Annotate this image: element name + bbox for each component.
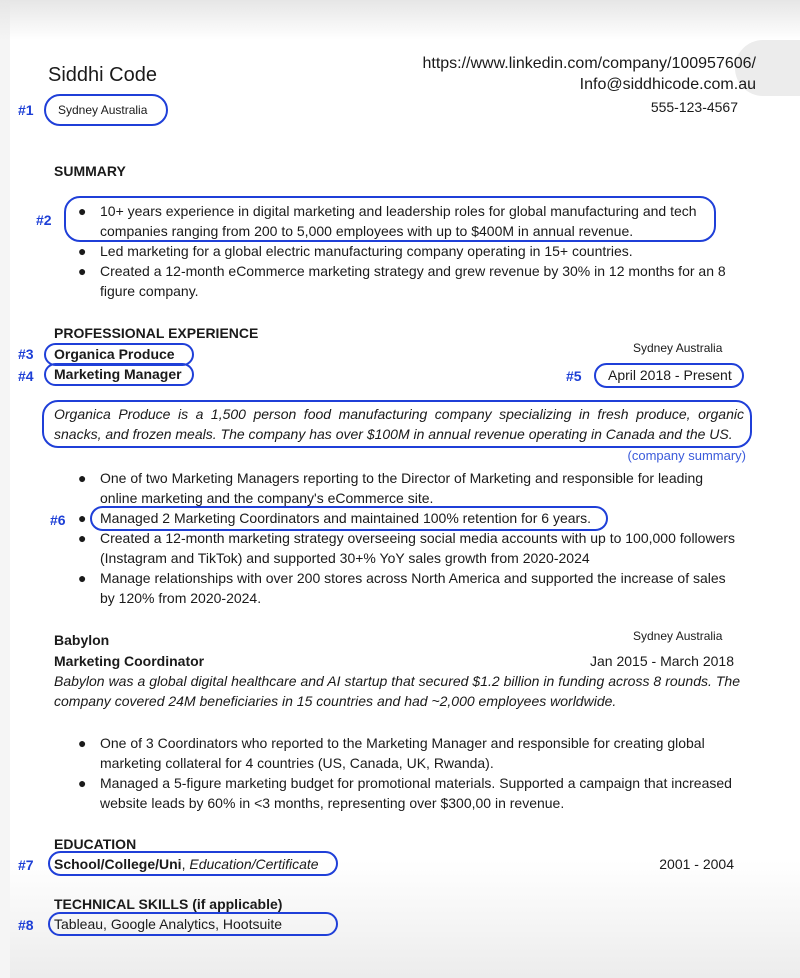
summary-heading: SUMMARY [54, 163, 126, 179]
phone-number: 555-123-4567 [650, 99, 738, 115]
job-company: Babylon [54, 632, 110, 648]
summary-list [78, 201, 740, 301]
top-shadow [0, 0, 800, 40]
annotation-label-3: #3 [18, 346, 34, 362]
job-description: Organica Produce is a 1,500 person food manufacturing company specializing in fresh produce, organic snacks, and frozen meals. The company has over $100M in annual revenue operating in Canada and the US. [54, 406, 744, 442]
job-dates: April 2018 - Present [608, 367, 732, 383]
job-bullet: ● One of two Marketing Managers reporting to the Director of Marketing and responsible for leading online marketing and the company's eCommerce site. [78, 470, 704, 506]
candidate-name: Siddhi Code [48, 64, 157, 86]
location: Sydney Australia [58, 103, 148, 117]
skills-list: Tableau, Google Analytics, Hootsuite [54, 916, 283, 932]
summary-bullet: ● Created a 12-month eCommerce marketing strategy and grew revenue by 30% in 12 months for an 8 figure company. [78, 263, 726, 299]
job-bullet: ● Managed a 5-figure marketing budget for promotional materials. Supported a campaign that increased website leads by 60% in <3 months, representing over $300,00 in revenue. [78, 775, 732, 811]
job-title: Marketing Coordinator [54, 653, 205, 669]
annotation-label-7: #7 [18, 857, 34, 873]
skills-heading: TECHNICAL SKILLS (if applicable) [54, 896, 283, 912]
education-years: 2001 - 2004 [659, 856, 734, 872]
job-bullet: ● Created a 12-month marketing strategy overseeing social media accounts with up to 100,000 followers (Instagram and TikTok) and supported 30+% YoY sales growth from 2020-2024 [78, 530, 736, 566]
job-dates: Jan 2015 - March 2018 [590, 653, 734, 669]
annotation-label-5: #5 [566, 368, 582, 384]
job-bullet: ● Manage relationships with over 200 stores across North America and supported the increase of sales by 120% from 2020-2024. [78, 570, 726, 606]
job-location: Sydney Australia [633, 629, 723, 643]
job-title: Marketing Manager [54, 366, 182, 382]
job-location: Sydney Australia [633, 341, 723, 355]
education-school: School/College/Uni [54, 856, 182, 872]
job-bullets [78, 468, 740, 608]
education-certificate: Education/Certificate [189, 856, 319, 872]
education-heading: EDUCATION [54, 836, 137, 852]
annotation-label-4: #4 [18, 368, 34, 384]
job-bullet: ● One of 3 Coordinators who reported to the Marketing Manager and responsible for creating global marketing collateral for 4 countries (US, Canada, UK, Rwanda). [78, 735, 705, 771]
annotation-label-8: #8 [18, 917, 34, 933]
education-entry [54, 854, 319, 874]
job-description: Babylon was a global digital healthcare and AI startup that secured $1.2 billion in funding across 8 rounds. The company covered 24M beneficiaries in 15 countries and had ~2,000 employees worldwide. [54, 673, 740, 709]
education-separator: , [181, 856, 190, 872]
annotation-label-2: #2 [36, 212, 52, 228]
job-company: Organica Produce [54, 346, 175, 362]
annotation-label-1: #1 [18, 102, 34, 118]
email-address[interactable]: Info@siddhicode.com.au [579, 76, 756, 93]
experience-heading: PROFESSIONAL EXPERIENCE [54, 325, 259, 341]
summary-bullet: ● Led marketing for a global electric manufacturing company operating in 15+ countries. [78, 243, 633, 259]
summary-bullet: ● 10+ years experience in digital marketing and leadership roles for global manufacturing and tech companies ranging from 200 to 5,000 employees with up to $400M in annual revenue. [78, 203, 697, 239]
job-bullet: ● Managed 2 Marketing Coordinators and maintained 100% retention for 6 years. [78, 510, 592, 526]
annotation-label-6: #6 [50, 512, 66, 528]
linkedin-url[interactable]: https://www.linkedin.com/company/100957606/ [422, 55, 756, 72]
job-bullets [78, 733, 740, 813]
company-summary-note: (company summary) [627, 448, 746, 463]
